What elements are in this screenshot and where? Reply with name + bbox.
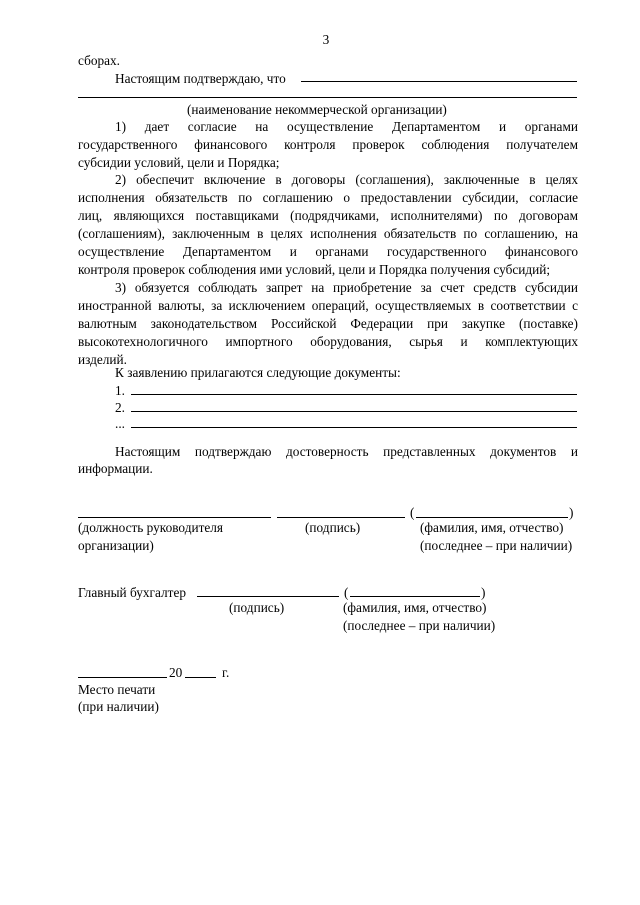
document-item-1-line[interactable] [131,394,577,395]
date-year-line[interactable] [185,677,216,678]
clause-2-line-2: исполнения обязательств по соглашению о предоставлении субсидии, согласие [78,190,578,205]
clause-2-line-5: осуществление Департаментом и органами государственного финансового [78,244,578,259]
confirm-intro: Настоящим подтверждаю, что [115,71,286,86]
head-name-open-paren: ( [410,505,415,520]
date-year-prefix: 20 [169,665,183,680]
accountant-name-close-paren: ) [481,585,486,600]
date-day-month-line[interactable] [78,677,167,678]
documents-heading: К заявлению прилагаются следующие документы: [115,365,401,380]
head-signature-line[interactable] [277,517,405,518]
head-position-line[interactable] [78,517,271,518]
head-signature-caption: (подпись) [305,520,361,535]
clause-1-line-1: 1) дает согласие на осуществление Департаментом и органами [115,119,578,134]
date-year-suffix: г. [222,665,230,680]
accountant-name-caption-1: (фамилия, имя, отчество) [343,600,487,615]
document-item-2-number: 2. [115,400,125,415]
head-name-close-paren: ) [569,505,574,520]
head-name-caption-1: (фамилия, имя, отчество) [420,520,564,535]
document-item-1-number: 1. [115,383,125,398]
stamp-label: Место печати [78,682,156,697]
clause-3-line-5: изделий. [78,352,127,367]
stamp-note: (при наличии) [78,699,159,714]
clause-3-line-2: иностранной валюты, за исключением операций, осуществляемых в соответствии с [78,298,578,313]
document-item-more: ... [115,416,125,431]
accountant-name-caption-2: (последнее – при наличии) [343,618,496,633]
carry-over-word: сборах. [78,53,121,68]
clause-1-line-3: субсидии условий, цели и Порядка; [78,155,280,170]
org-name-line-2[interactable] [78,97,577,98]
document-item-2-line[interactable] [131,411,577,412]
clause-2-line-4: (соглашениям), заключенным в целях исполнения обязательств по соглашению, на [78,226,578,241]
document-item-more-line[interactable] [131,427,577,428]
head-name-line[interactable] [416,517,568,518]
accountant-name-open-paren: ( [344,585,349,600]
org-name-line-1[interactable] [301,81,577,82]
clause-2-line-3: лиц, являющихся поставщиками (подрядчиками, исполнителями) по договорам [78,208,578,223]
accountant-name-line[interactable] [350,596,480,597]
clause-1-line-2: государственного финансового контроля проверок соблюдения получателем [78,137,578,152]
accountant-signature-caption: (подпись) [229,600,285,615]
chief-accountant-label: Главный бухгалтер [78,585,187,600]
clause-2-line-1: 2) обеспечит включение в договоры (соглашения), заключенные в целях [115,172,578,187]
org-name-caption: (наименование некоммерческой организации) [187,102,447,117]
head-name-caption-2: (последнее – при наличии) [420,538,573,553]
head-position-caption-1: (должность руководителя [78,520,224,535]
clause-2-line-6: контроля проверок соблюдения ими условий, цели и Порядка получения субсидий; [78,262,551,277]
confirm-docs-line-2: информации. [78,461,153,476]
clause-3-line-1: 3) обязуется соблюдать запрет на приобретение за счет средств субсидии [115,280,578,295]
clause-3-line-4: высокотехнологичного импортного оборудования, сырья и комплектующих [78,334,578,349]
page-number: 3 [322,32,330,47]
head-position-caption-2: организации) [78,538,154,553]
clause-3-line-3: валютным законодательством Российской Федерации при закупке (поставке) [78,316,578,331]
confirm-docs-line-1: Настоящим подтверждаю достоверность представленных документов и [115,444,578,459]
accountant-signature-line[interactable] [197,596,339,597]
